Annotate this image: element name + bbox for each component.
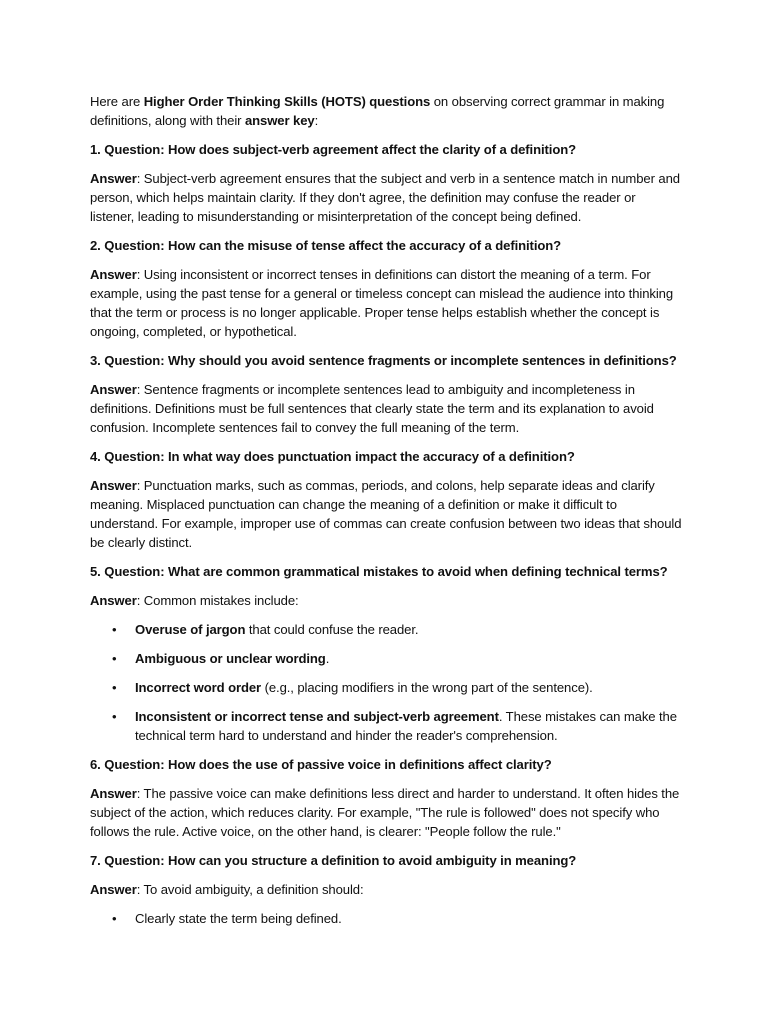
bullet-icon: • xyxy=(112,911,117,926)
answer-label: Answer xyxy=(90,593,137,608)
answer-label: Answer xyxy=(90,267,137,282)
intro-text: : xyxy=(314,113,319,128)
answer-paragraph xyxy=(90,169,682,226)
bullet-icon: • xyxy=(112,680,117,695)
question-heading: 5. Question: What are common grammatical mistakes to avoid when defining technical terms? xyxy=(90,564,668,579)
answer-label: Answer xyxy=(90,171,137,186)
intro-hots-bold: Higher Order Thinking Skills (HOTS) questions xyxy=(143,94,431,109)
answer-paragraph xyxy=(90,380,682,437)
answer-text: : Using inconsistent or incorrect tenses in definitions can distort the meaning of a term. For example, using the past tense for a general or timeless concept can mislead the audience into thinking that the term or process is no longer applicable. Proper tense helps establish whether the concept is ongoing, completed, or hypothetical. xyxy=(90,267,674,339)
bullet-list xyxy=(90,909,682,928)
answer-paragraph xyxy=(90,591,682,610)
answer-text: : Subject-verb agreement ensures that the subject and verb in a sentence match in number and person, which helps maintain clarity. If they don't agree, the definition may confuse the reader or listener, leading to misunderstanding or misinterpretation of the concept being defined. xyxy=(90,171,680,224)
question-heading: 1. Question: How does subject-verb agreement affect the clarity of a definition? xyxy=(90,142,577,157)
intro-paragraph xyxy=(90,92,682,130)
list-item xyxy=(90,649,682,668)
answer-paragraph xyxy=(90,476,682,552)
answer-text: : To avoid ambiguity, a definition should: xyxy=(136,882,364,897)
question-heading: 6. Question: How does the use of passive voice in definitions affect clarity? xyxy=(90,757,552,772)
answer-text: : Punctuation marks, such as commas, periods, and colons, help separate ideas and clarify meaning. Misplaced punctuation can change the meaning of a definition or make it difficult to understand. For example, improper use of commas can create confusion between two ideas that should be clearly distinct. xyxy=(90,478,682,550)
question-heading: 3. Question: Why should you avoid sentence fragments or incomplete sentences in definitions? xyxy=(90,353,677,368)
intro-answer-key-bold: answer key xyxy=(244,113,315,128)
list-item-bold: Ambiguous or unclear wording xyxy=(135,651,326,666)
list-item-bold: Overuse of jargon xyxy=(135,622,246,637)
list-item xyxy=(90,707,682,745)
answer-label: Answer xyxy=(90,478,137,493)
answer-text: : The passive voice can make definitions less direct and harder to understand. It often hides the subject of the action, which reduces clarity. For example, "The rule is followed" does not specify who follows the rule. Active voice, on the other hand, is clearer: "People follow the rule." xyxy=(90,786,680,839)
bullet-list xyxy=(90,620,682,745)
bullet-icon: • xyxy=(112,651,117,666)
list-item xyxy=(90,678,682,697)
question-heading: 4. Question: In what way does punctuation impact the accuracy of a definition? xyxy=(90,449,575,464)
answer-paragraph xyxy=(90,784,682,841)
list-item xyxy=(90,909,682,928)
list-item-bold: Incorrect word order xyxy=(135,680,262,695)
list-item-text: . xyxy=(325,651,330,666)
list-item-text: (e.g., placing modifiers in the wrong part of the sentence). xyxy=(261,680,593,695)
answer-paragraph xyxy=(90,265,682,341)
list-item-bold: Inconsistent or incorrect tense and subject-verb agreement xyxy=(135,709,499,724)
list-item xyxy=(90,620,682,639)
question-heading: 7. Question: How can you structure a definition to avoid ambiguity in meaning? xyxy=(90,853,577,868)
intro-text: on observing correct grammar in making definitions, along with their xyxy=(90,94,665,128)
answer-label: Answer xyxy=(90,786,137,801)
answer-text: : Common mistakes include: xyxy=(136,593,299,608)
list-item-text: . These mistakes can make the technical term hard to understand and hinder the reader's comprehension. xyxy=(135,709,677,743)
answer-label: Answer xyxy=(90,882,137,897)
list-item-text: that could confuse the reader. xyxy=(245,622,419,637)
list-item-text: Clearly state the term being defined. xyxy=(135,911,342,926)
intro-text: Here are xyxy=(90,94,144,109)
bullet-icon: • xyxy=(112,709,117,724)
answer-label: Answer xyxy=(90,382,137,397)
answer-paragraph xyxy=(90,880,682,899)
answer-text: : Sentence fragments or incomplete sentences lead to ambiguity and incompleteness in definitions. Definitions must be full sentences that clearly state the term and its explanation to avoid confusion. Incomplete sentences fail to convey the full meaning of the term. xyxy=(90,382,654,435)
question-heading: 2. Question: How can the misuse of tense affect the accuracy of a definition? xyxy=(90,238,562,253)
bullet-icon: • xyxy=(112,622,117,637)
